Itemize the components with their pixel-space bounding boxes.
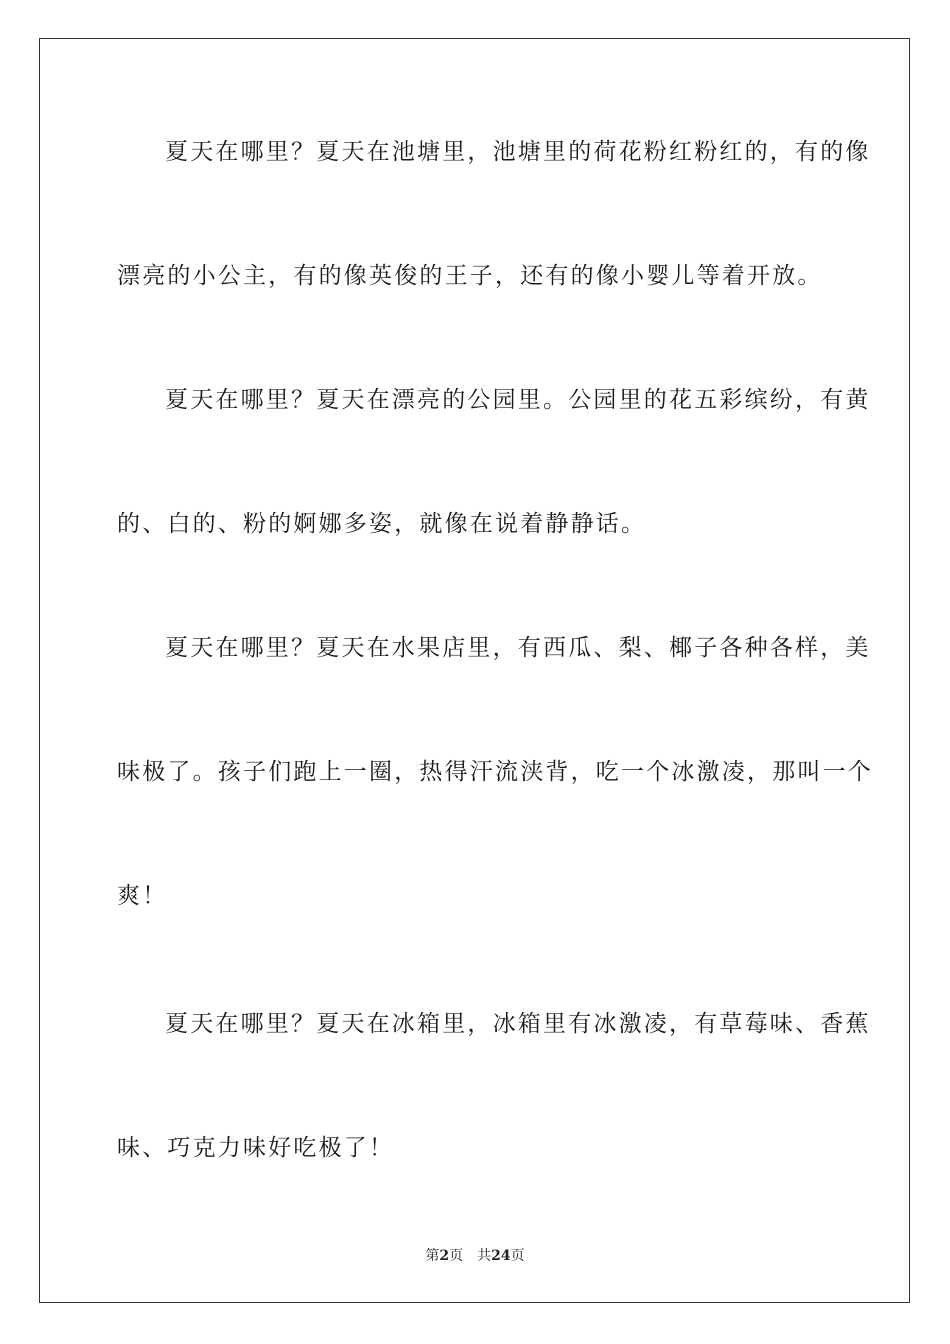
paragraph-1-line-2: 漂亮的小公主，有的像英俊的王子，还有的像小婴儿等着开放。 [117,263,823,289]
total-suffix: 页 [510,1248,525,1264]
total-pages: 24 [491,1248,511,1264]
page-footer [0,1246,950,1266]
paragraph-4-line-1: 夏天在哪里？夏天在冰箱里，冰箱里有冰激凌，有草莓味、香蕉 [165,1011,871,1037]
page-suffix: 页 [449,1248,464,1264]
paragraph-2-line-1: 夏天在哪里？夏天在漂亮的公园里。公园里的花五彩缤纷，有黄 [165,387,871,413]
page-number: 2 [439,1248,450,1264]
paragraph-3-line-3: 爽！ [117,883,168,909]
paragraph-4-line-2: 味、巧克力味好吃极了！ [117,1135,395,1161]
total-prefix: 共 [477,1248,492,1264]
paragraph-3-line-1: 夏天在哪里？夏天在水果店里，有西瓜、梨、椰子各种各样，美 [165,635,871,661]
paragraph-2-line-2: 的、白的、粉的婀娜多姿，就像在说着静静话。 [117,511,647,537]
page-border [39,38,910,1303]
paragraph-3-line-2: 味极了。孩子们跑上一圈，热得汗流浃背，吃一个冰激凌，那叫一个 [117,759,873,785]
page-prefix: 第 [425,1248,440,1264]
paragraph-1-line-1: 夏天在哪里？夏天在池塘里，池塘里的荷花粉红粉红的，有的像 [165,139,871,165]
